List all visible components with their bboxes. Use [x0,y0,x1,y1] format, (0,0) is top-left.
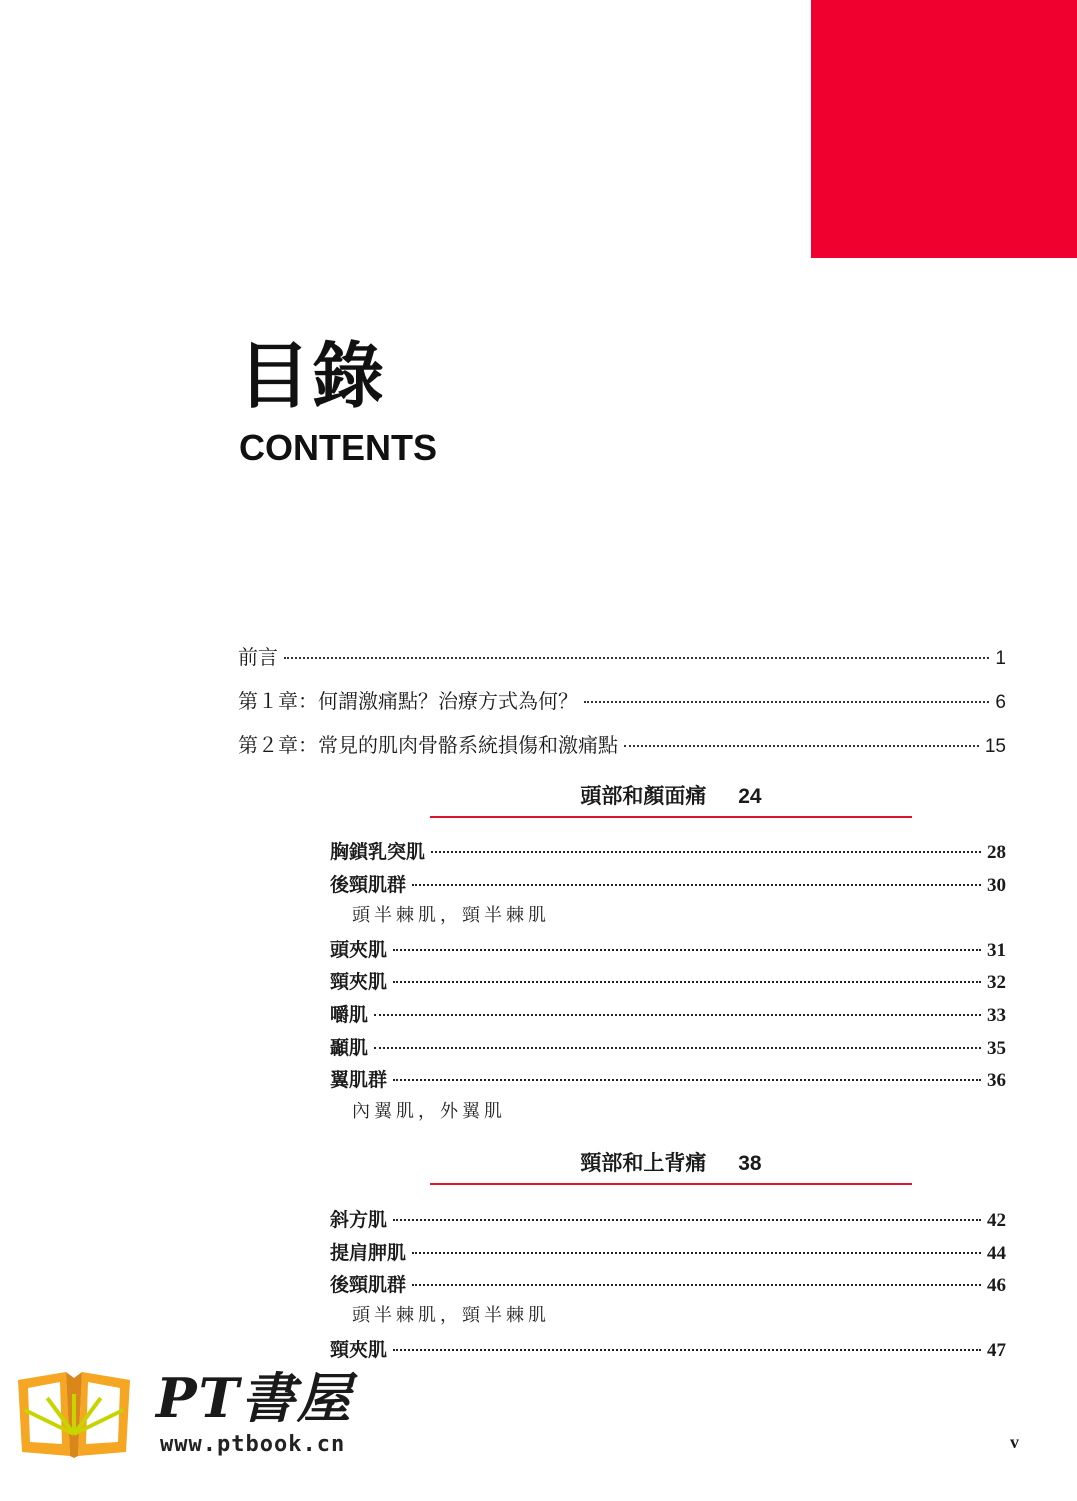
section-title: 頭部和顏面痛 [580,785,707,808]
toc-entry-page: 42 [987,1210,1006,1231]
toc-entry-page: 32 [987,972,1006,993]
watermark-name: PT書屋 [156,1366,353,1430]
toc-entry[interactable] [330,1065,1006,1092]
toc-entry[interactable] [330,1335,1006,1362]
toc-entry-label: 頭夾肌 [330,940,388,961]
toc-entry-page: 47 [987,1340,1006,1361]
section-page: 24 [738,785,762,808]
toc-entry-page: 1 [995,648,1006,669]
toc-entry-page: 15 [984,736,1006,757]
watermark-logo [14,1342,394,1472]
section-title: 頸部和上背痛 [580,1152,707,1175]
toc-entry-label: 後頸肌群 [330,1275,407,1296]
dot-leader [412,1284,981,1286]
toc-entry-page: 46 [987,1275,1006,1296]
dot-leader [393,1079,981,1081]
toc-entry[interactable] [330,1205,1006,1232]
dot-leader [393,1219,981,1221]
section-heading[interactable] [430,1147,912,1185]
toc-subentry: 頭半棘肌，頸半棘肌 [352,905,550,926]
toc-entry[interactable] [330,935,1006,962]
toc-entry[interactable] [330,870,1006,897]
dot-leader [393,981,981,983]
light-rays-icon [14,1368,134,1460]
page-subtitle: CONTENTS [239,427,437,468]
toc-entry[interactable] [330,1000,1006,1027]
toc-entry-page: 35 [987,1038,1006,1059]
toc-entry-page: 30 [987,875,1006,896]
toc-entry-label: 提肩胛肌 [330,1243,407,1264]
dot-leader [374,1014,981,1016]
toc-entry[interactable] [330,967,1006,994]
page-title: 目錄 [238,334,387,418]
dot-leader [431,851,981,853]
dot-leader [393,1349,981,1351]
toc-entry[interactable] [330,1270,1006,1297]
dot-leader [284,657,989,659]
toc-entry-label: 頸夾肌 [330,972,388,993]
toc-entry[interactable] [330,1033,1006,1060]
dot-leader [393,949,981,951]
page-number: v [1010,1432,1019,1452]
toc-entry-label: 胸鎖乳突肌 [330,842,426,863]
toc-entry-label: 斜方肌 [330,1210,388,1231]
dot-leader [412,1252,981,1254]
toc-subentry: 內翼肌，外翼肌 [352,1101,506,1122]
dot-leader [374,1047,981,1049]
toc-entry-label: 翼肌群 [330,1070,388,1091]
red-corner-block [811,0,1077,258]
toc-entry[interactable] [330,1238,1006,1265]
toc-entry-page: 44 [987,1243,1006,1264]
toc-subentry: 頭半棘肌，頸半棘肌 [352,1305,550,1326]
toc-entry-chapter-1[interactable] [238,685,1006,714]
toc-entry-label: 第１章：何謂激痛點？治療方式為何？ [238,691,578,713]
toc-entry-label: 前言 [238,647,278,669]
toc-entry-page: 36 [987,1070,1006,1091]
toc-entry-label: 頸夾肌 [330,1340,388,1361]
toc-entry-label: 嚼肌 [330,1005,369,1026]
toc-entry-label: 顳肌 [330,1038,369,1059]
toc-entry-chapter-2[interactable] [238,729,1006,758]
toc-entry-page: 33 [987,1005,1006,1026]
section-page: 38 [738,1152,762,1175]
watermark-url: www.ptbook.cn [160,1432,346,1457]
dot-leader [624,745,979,747]
toc-entry-label: 後頸肌群 [330,875,407,896]
toc-entry-page: 6 [995,692,1006,713]
toc-entry[interactable] [330,837,1006,864]
section-heading[interactable] [430,780,912,818]
toc-entry-label: 第２章：常見的肌肉骨骼系統損傷和激痛點 [238,735,618,757]
toc-entry-page: 31 [987,940,1006,961]
dot-leader [584,701,989,703]
toc-entry-page: 28 [987,842,1006,863]
toc-entry-preface[interactable] [238,641,1006,670]
dot-leader [412,884,981,886]
